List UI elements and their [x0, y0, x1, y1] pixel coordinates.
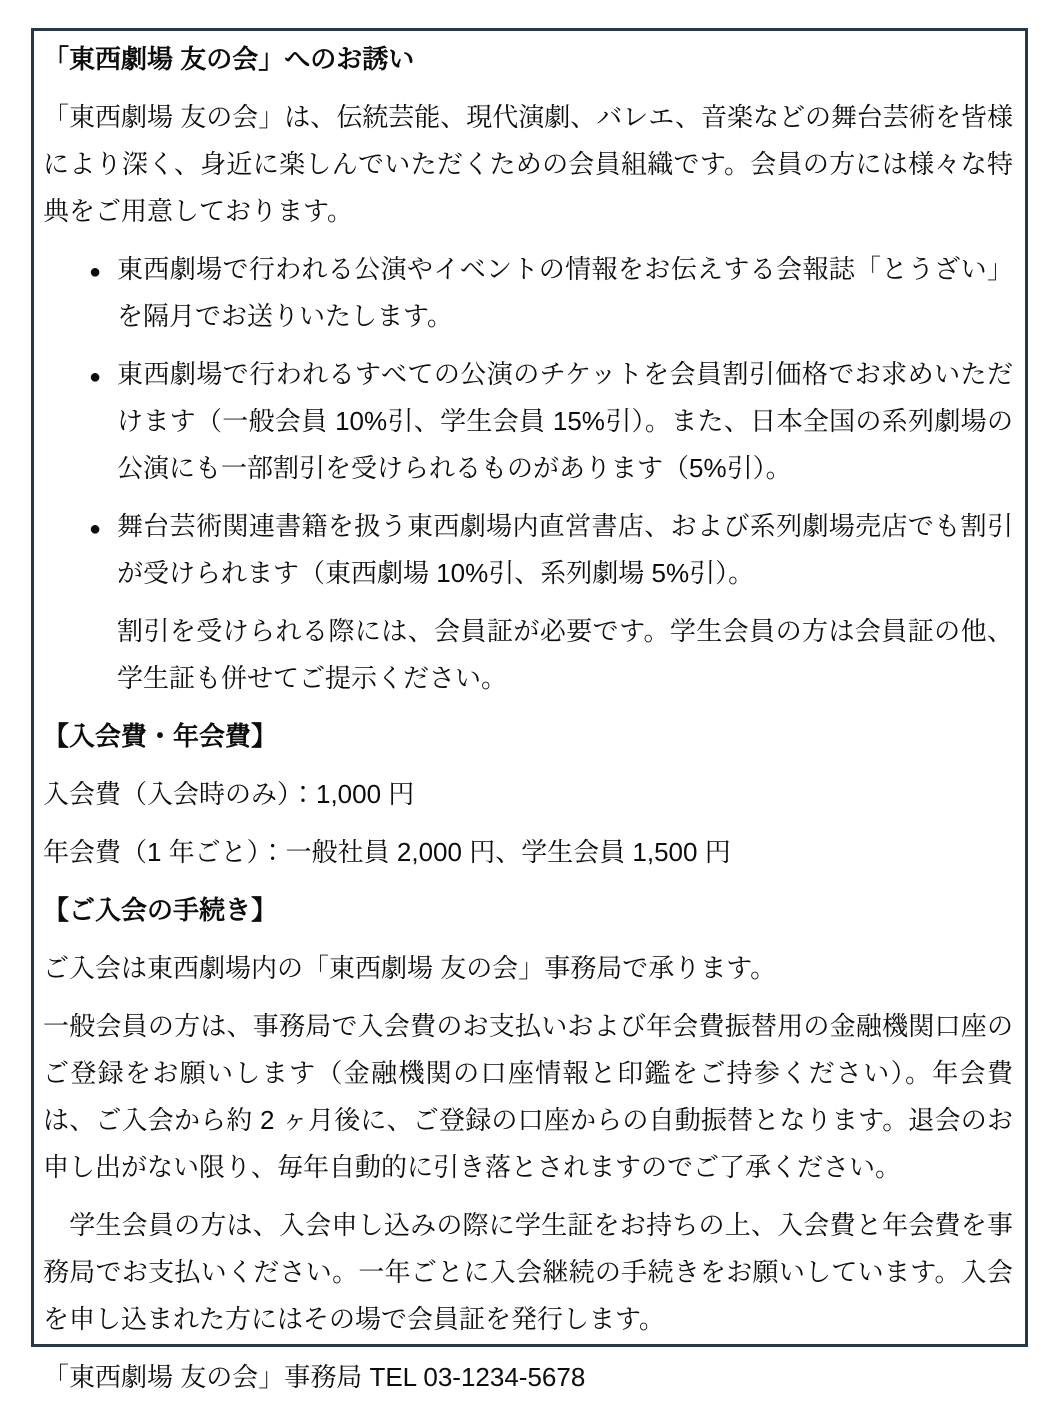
- annual-fee-line: 年会費（1 年ごと）：一般社員 2,000 円、学生会員 1,500 円: [43, 837, 731, 867]
- contact-line: 「東西劇場 友の会」事務局 TEL 03-1234-5678: [43, 1362, 586, 1392]
- benefit-item-bookstore-discount: [43, 503, 1013, 597]
- benefit-item-ticket-discount: [43, 351, 1013, 492]
- benefit-item-newsletter: [43, 246, 1013, 340]
- procedure-section-heading: 【ご入会の手続き】: [43, 895, 278, 925]
- bullet-icon: ●: [89, 261, 102, 283]
- membership-card-note: 割引を受けられる際には、会員証が必要です。学生会員の方は会員証の他、学生証も併せてご提示ください。: [117, 616, 1013, 693]
- benefit-item-text: 東西劇場で行われるすべての公演のチケットを会員割引価格でお求めいただけます（一般会員 10%引、学生会員 15%引）。また、日本全国の系列劇場の公演にも一部割引を受けられるものがあります（5%引）。: [117, 359, 1013, 483]
- bullet-col: [43, 503, 117, 597]
- bullet-col: [43, 246, 117, 340]
- procedure-student-members-paragraph: 学生会員の方は、入会申し込みの際に学生証をお持ちの上、入会費と年会費を事務局でお支払いください。一年ごとに入会継続の手続きをお願いしています。入会を申し込まれた方にはその場で会員証を発行します。: [43, 1210, 1013, 1334]
- benefit-list: [43, 246, 1013, 597]
- procedure-general-members-paragraph: 一般会員の方は、事務局で入会費のお支払いおよび年会費振替用の金融機関口座のご登録をお願いします（金融機関の口座情報と印鑑をご持参ください）。年会費は、ご入会から約 2 ヶ月後に、ご登録の口座からの自動振替となります。退会のお申し出がない限り、毎年自動的に引き落とされますのでご了承ください。: [43, 1011, 1013, 1182]
- benefit-item-text: 舞台芸術関連書籍を扱う東西劇場内直営書店、および系列劇場売店でも割引が受けられます（東西劇場 10%引、系列劇場 5%引）。: [117, 511, 1013, 588]
- fees-section-heading: 【入会費・年会費】: [43, 721, 278, 751]
- document-title: 「東西劇場 友の会」へのお誘い: [43, 44, 415, 74]
- procedure-where-paragraph: ご入会は東西劇場内の「東西劇場 友の会」事務局で承ります。: [43, 953, 777, 983]
- bullet-col: [43, 351, 117, 492]
- document-frame: [31, 28, 1028, 1392]
- intro-paragraph: 「東西劇場 友の会」は、伝統芸能、現代演劇、バレエ、音楽などの舞台芸術を皆様により深く、身近に楽しんでいただくための会員組織です。会員の方には様々な特典をご用意しております。: [43, 102, 1014, 226]
- admission-fee-line: 入会費（入会時のみ）：1,000 円: [43, 779, 415, 809]
- bullet-icon: ●: [89, 518, 102, 540]
- benefit-item-text: 東西劇場で行われる公演やイベントの情報をお伝えする会報誌「とうざい」を隔月でお送りいたします。: [117, 254, 1013, 331]
- bullet-icon: ●: [89, 366, 102, 388]
